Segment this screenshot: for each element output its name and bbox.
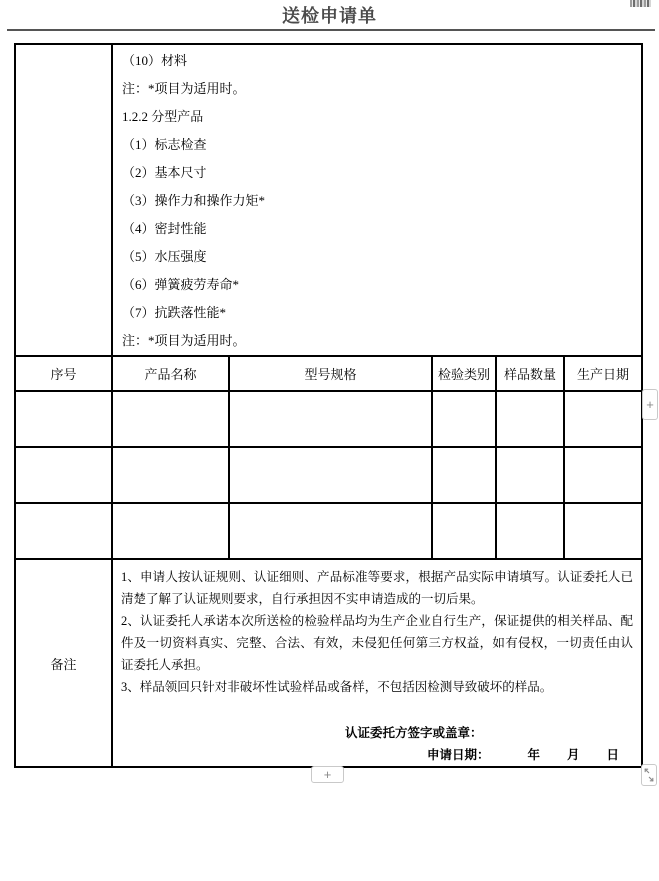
col-header-serial: 序号 xyxy=(15,356,112,391)
table-cell-date[interactable] xyxy=(564,391,642,447)
remarks-label-cell: 备注 xyxy=(15,559,112,767)
date-label: 申请日期： xyxy=(427,748,490,762)
spec-row xyxy=(15,44,642,356)
signature-label: 认证委托方签字或盖章： xyxy=(345,726,483,740)
table-cell-quantity[interactable] xyxy=(496,447,564,503)
table-cell-model[interactable] xyxy=(229,447,432,503)
application-form-table xyxy=(14,43,643,768)
table-cell-product[interactable] xyxy=(112,503,229,559)
spec-line: （2）基本尺寸 xyxy=(122,165,207,180)
page-title: 送检申请单 xyxy=(282,6,377,26)
table-cell-serial[interactable] xyxy=(15,391,112,447)
spec-content-cell xyxy=(112,44,642,356)
spec-section-heading: 1.2.2 分型产品 xyxy=(122,109,204,124)
month-label: 月 xyxy=(567,748,580,762)
table-cell-serial[interactable] xyxy=(15,447,112,503)
remarks-paragraph: 2、认证委托人承诺本次所送检的检验样品均为生产企业自行生产，保证提供的相关样品、配件及一切资料真实、完整、合法、有效，未侵犯任何第三方权益，如有侵权，一切责任由认证委托人承担。 xyxy=(121,614,634,672)
remarks-paragraph: 3、样品领回只针对非破坏性试验样品或备样，不包括因检测导致破坏的样品。 xyxy=(121,680,553,694)
spec-line: （3）操作力和操作力矩* xyxy=(122,193,266,208)
table-cell-quantity[interactable] xyxy=(496,503,564,559)
table-cell-category[interactable] xyxy=(432,447,496,503)
table-cell-category[interactable] xyxy=(432,391,496,447)
plus-icon: + xyxy=(323,767,332,782)
table-cell-category[interactable] xyxy=(432,503,496,559)
remarks-row xyxy=(15,559,642,767)
spec-left-cell[interactable] xyxy=(15,44,112,356)
spec-line: （1）标志检查 xyxy=(122,137,207,152)
col-header-product: 产品名称 xyxy=(112,356,229,391)
table-cell-product[interactable] xyxy=(112,447,229,503)
table-cell-product[interactable] xyxy=(112,391,229,447)
col-header-category: 检验类别 xyxy=(432,356,496,391)
remarks-paragraph: 1、申请人按认证规则、认证细则、产品标准等要求，根据产品实际申请填写。认证委托人已清楚了解了认证规则要求，自行承担因不实申请造成的一切后果。 xyxy=(121,570,634,606)
title-divider xyxy=(7,29,655,31)
table-cell-model[interactable] xyxy=(229,391,432,447)
spec-note: 注：*项目为适用时。 xyxy=(122,81,246,96)
expand-icon xyxy=(644,768,654,782)
plus-icon: + xyxy=(646,397,654,412)
remarks-content-cell xyxy=(112,559,642,767)
spec-line: （7）抗跌落性能* xyxy=(122,305,227,320)
table-cell-date[interactable] xyxy=(564,447,642,503)
day-label: 日 xyxy=(606,748,620,762)
table-cell-quantity[interactable] xyxy=(496,391,564,447)
table-row xyxy=(15,391,642,447)
table-cell-model[interactable] xyxy=(229,503,432,559)
spec-line: （5）水压强度 xyxy=(122,249,207,264)
application-date-line xyxy=(427,744,633,766)
table-cell-date[interactable] xyxy=(564,503,642,559)
expand-table-button[interactable] xyxy=(641,764,657,786)
spec-line: （4）密封性能 xyxy=(122,221,207,236)
add-row-bottom-button[interactable] xyxy=(311,766,344,783)
table-header-row xyxy=(15,356,642,391)
col-header-date: 生产日期 xyxy=(564,356,642,391)
table-row xyxy=(15,503,642,559)
table-row xyxy=(15,447,642,503)
spec-note: 注：*项目为适用时。 xyxy=(122,333,246,348)
spec-line: （6）弹簧疲劳寿命* xyxy=(122,277,240,292)
spec-line: （10）材料 xyxy=(122,53,188,68)
col-header-quantity: 样品数量 xyxy=(496,356,564,391)
year-label: 年 xyxy=(527,748,541,762)
col-header-model: 型号规格 xyxy=(229,356,432,391)
add-row-side-button[interactable] xyxy=(642,389,658,420)
table-cell-serial[interactable] xyxy=(15,503,112,559)
